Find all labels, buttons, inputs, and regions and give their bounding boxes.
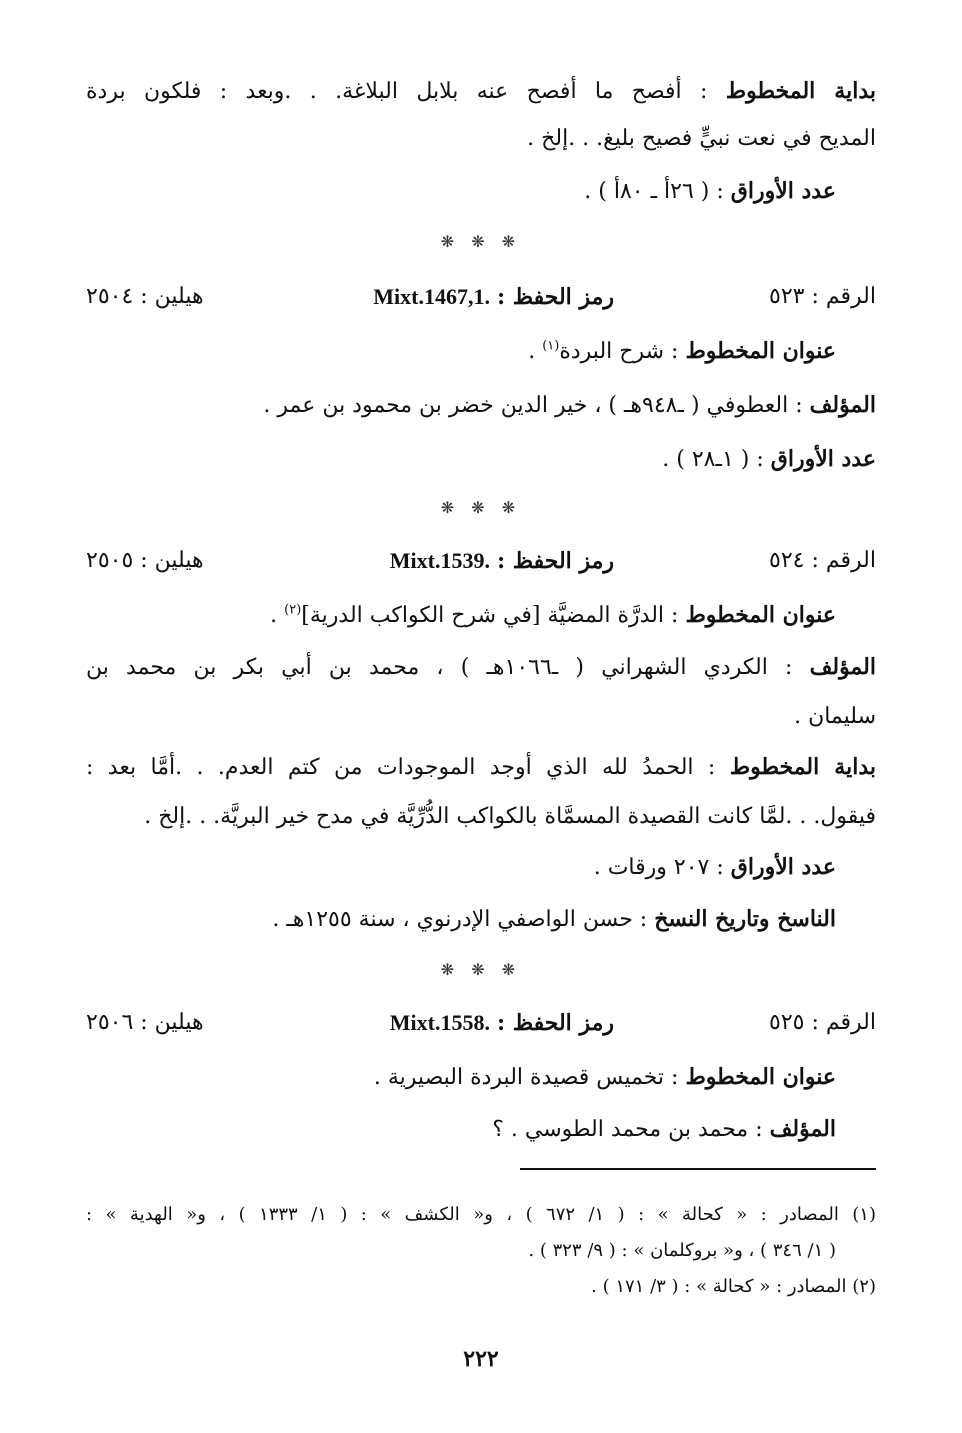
shelfmark-label: رمز الحفظ : <box>496 284 614 310</box>
copyist-line <box>272 904 836 935</box>
leaves-line <box>584 176 836 207</box>
leaves-label: عدد الأوراق <box>730 854 836 880</box>
start-label: بداية المخطوط <box>729 754 877 780</box>
author-line <box>263 390 876 421</box>
title-label: عنوان المخطوط <box>685 602 836 628</box>
start-label: بداية المخطوط <box>725 78 876 104</box>
start-text: : أفصح ما أفصح عنه بلابل البلاغة. . .وبعد : فلكون بردة <box>86 79 726 104</box>
author-value: : الكردي الشهراني ( ـ١٠٦٦هـ ) ، محمد بن أبي بكر بن محمد بن <box>86 655 810 680</box>
author-value: : العطوفي ( ـ٩٤٨هـ ) ، خير الدين خضر بن محمود بن عمر . <box>263 393 810 418</box>
leaves-value: : ٢٠٧ ورقات . <box>593 855 731 880</box>
manuscript-start-line-2: المديح في نعت نبيٍّ فصيح بليغ. . .إلخ . <box>527 126 876 151</box>
shelfmark-label: رمز الحفظ : <box>496 548 614 574</box>
author-label: المؤلف <box>769 1116 836 1142</box>
section-separator: ❋ ❋ ❋ <box>440 232 522 251</box>
title-label: عنوان المخطوط <box>685 1064 836 1090</box>
leaves-label: عدد الأوراق <box>730 178 836 204</box>
title-label: عنوان المخطوط <box>685 338 836 364</box>
title-line <box>374 1062 836 1093</box>
shelfmark <box>390 1008 614 1039</box>
entry-number: الرقم : ٥٢٥ <box>769 1010 876 1035</box>
helin-number: هيلين : ٢٥٠٤ <box>86 284 204 309</box>
entry-number: الرقم : ٥٢٤ <box>769 548 876 573</box>
manuscript-start-line <box>86 752 876 783</box>
helin-number: هيلين : ٢٥٠٥ <box>86 548 204 573</box>
author-line <box>492 1114 836 1145</box>
shelfmark <box>373 282 614 313</box>
helin-number: هيلين : ٢٥٠٦ <box>86 1010 204 1035</box>
shelfmark-code: Mixt.1558. <box>389 1010 490 1035</box>
footnote-ref-2: (٢) <box>284 602 302 618</box>
title-value: : تخميس قصيدة البردة البصيرية . <box>373 1065 686 1090</box>
title-end: . <box>528 339 543 364</box>
copyist-label: الناسخ وتاريخ النسخ <box>654 906 836 932</box>
shelfmark-code: Mixt.1467,1. <box>373 284 490 309</box>
title-line <box>270 600 836 631</box>
copyist-value: : حسن الواصفي الإدرنوي ، سنة ١٢٥٥هـ . <box>272 907 655 932</box>
manuscript-start-line-2: فيقول. . .لمَّا كانت القصيدة المسمَّاة بالكواكب الدُّرِّيَّة في مدح خير البريَّة. . .إلخ . <box>144 804 876 829</box>
footnote-2: (٢) المصادر : « كحالة » : ( ٣/ ١٧١ ) . <box>591 1276 876 1297</box>
title-end: . <box>270 603 285 628</box>
section-separator: ❋ ❋ ❋ <box>440 960 522 979</box>
section-separator: ❋ ❋ ❋ <box>440 498 522 517</box>
author-line <box>86 652 876 683</box>
author-label: المؤلف <box>809 654 876 680</box>
footnote-ref-1: (١) <box>542 338 560 354</box>
page-number: ٢٢٢ <box>463 1346 499 1372</box>
leaves-line <box>662 444 876 475</box>
footnote-divider <box>520 1168 876 1170</box>
footnote-1: (١) المصادر : « كحالة » : ( ١/ ٦٧٢ ) ، و« الكشف » : ( ١/ ١٣٣٣ ) ، و« الهدية » : <box>86 1204 876 1225</box>
author-line-2: سليمان . <box>794 704 876 729</box>
start-text: : الحمدُ لله الذي أوجد الموجودات من كتم العدم. . .أمَّا بعد : <box>86 755 730 780</box>
title-value: : شرح البردة <box>559 339 686 364</box>
shelfmark-code: Mixt.1539. <box>389 548 490 573</box>
author-label: المؤلف <box>809 392 876 418</box>
leaves-label: عدد الأوراق <box>770 446 876 472</box>
leaves-line <box>594 852 836 883</box>
title-line <box>528 336 836 367</box>
shelfmark <box>390 546 614 577</box>
title-value: : الدرَّة المضيَّة [في شرح الكواكب الدرية] <box>301 603 686 628</box>
leaves-value: : ( ١ـ٢٨ ) . <box>662 447 771 472</box>
footnote-1-line-2: ( ١/ ٣٤٦ ) ، و« بروكلمان » : ( ٩/ ٣٢٣ ) . <box>528 1240 836 1261</box>
author-value: : محمد بن محمد الطوسي . ؟ <box>492 1117 770 1142</box>
shelfmark-label: رمز الحفظ : <box>496 1010 614 1036</box>
manuscript-start-line <box>86 76 876 107</box>
entry-number: الرقم : ٥٢٣ <box>769 284 876 309</box>
leaves-value: : ( ٢٦أ ـ ٨٠أ ) . <box>584 179 731 204</box>
